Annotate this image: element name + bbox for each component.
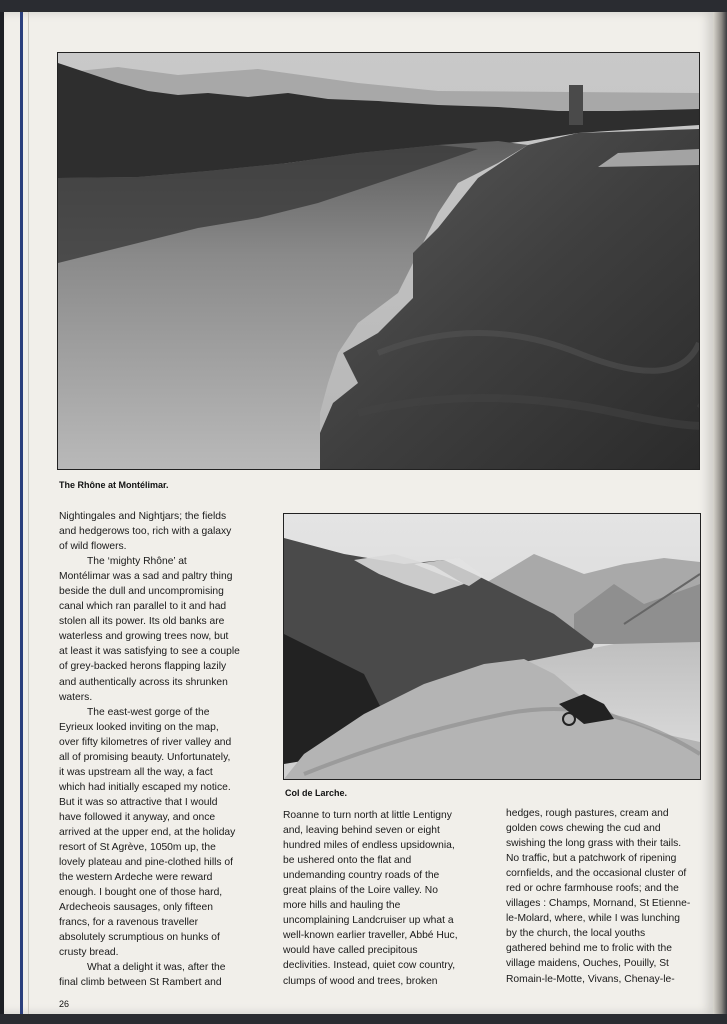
- scan-bottom-border: [0, 1014, 727, 1024]
- text-line: be ushered onto the flat and: [283, 855, 412, 867]
- text-line: clumps of wood and trees, broken: [283, 975, 438, 987]
- text-line: of grey-backed herons flapping lazily: [59, 661, 227, 673]
- text-line: Montélimar was a sad and paltry thing: [59, 571, 233, 583]
- photo-caption: The Rhône at Montélimar.: [59, 480, 169, 490]
- photo-caption: Col de Larche.: [285, 788, 348, 798]
- text-line: resort of St Agrève, 1050m up, the: [59, 842, 216, 854]
- page-edge: [713, 12, 727, 1014]
- text-line: and authentically across its shrunken: [59, 676, 228, 688]
- text-line: great plains of the Loire valley. No: [283, 885, 438, 897]
- text-line: Romain-le-Motte, Vivans, Chenay-le-: [506, 973, 675, 985]
- text-line: What a delight it was, after the: [87, 962, 226, 974]
- text-line: waterless and growing trees now, but: [59, 631, 229, 643]
- text-line: The east-west gorge of the: [87, 706, 210, 718]
- text-line: golden cows chewing the cud and: [506, 823, 661, 835]
- text-line: The ‘mighty Rhône’ at: [87, 556, 187, 568]
- text-line: the western Ardeche were reward: [59, 872, 213, 884]
- scan-top-border: [0, 0, 727, 12]
- photo-col-de-larche: [283, 513, 701, 780]
- page-number: 26: [59, 999, 70, 1009]
- text-line: which had initially escaped my notice.: [59, 781, 231, 793]
- text-line: swishing the long grass with their tails.: [506, 838, 682, 850]
- text-line: all of promising beauty. Unfortunately,: [59, 751, 231, 763]
- text-line: uncomplaining Landcruiser up what a: [283, 915, 454, 927]
- text-line: undemanding country roads of the: [283, 870, 440, 882]
- text-line: gathered behind me to frolic with the: [506, 943, 672, 955]
- text-line: hundred miles of endless upsidownia,: [283, 840, 455, 852]
- photo-rhone-montelimar: [57, 52, 700, 470]
- text-line: and, leaving behind seven or eight: [283, 825, 440, 837]
- text-line: Ardecheois sausages, only fifteen: [59, 902, 213, 914]
- text-line: declivities. Instead, quiet cow country,: [283, 960, 456, 972]
- text-line: by the church, the local youths: [506, 928, 646, 940]
- mountain-pass-photo: [284, 514, 700, 779]
- text-line: canal which ran parallel to it and had: [59, 601, 227, 613]
- gutter-line: [28, 12, 29, 1014]
- text-line: over fifty kilometres of river valley and: [59, 736, 232, 748]
- text-line: But it was so attractive that I would: [59, 796, 218, 808]
- text-line: enough. I bought one of those hard,: [59, 887, 223, 899]
- text-line: cornfields, and the occasional cluster of: [506, 868, 687, 880]
- text-line: lovely plateau and pine-clothed hills of: [59, 857, 234, 869]
- text-line: waters.: [59, 691, 93, 703]
- text-line: red or ochre farmhouse roofs; and the: [506, 883, 679, 895]
- text-line: absolutely scrumptious on hunks of: [59, 932, 220, 944]
- text-line: Eyrieux looked inviting on the map,: [59, 721, 219, 733]
- text-line: crusty bread.: [59, 947, 119, 959]
- text-line: Roanne to turn north at little Lentigny: [283, 810, 452, 821]
- text-line: No traffic, but a patchwork of ripening: [506, 853, 677, 865]
- text-line: arrived at the upper end, at the holiday: [59, 826, 236, 838]
- text-line: francs, for a ravenous traveller: [59, 917, 199, 929]
- text-line: village maidens, Ouches, Pouilly, St: [506, 958, 669, 970]
- text-line: well-known earlier traveller, Abbé Huc,: [283, 930, 458, 942]
- text-line: le-Molard, where, while I was lunching: [506, 913, 680, 925]
- binding-line: [20, 12, 23, 1014]
- text-line: villages : Champs, Mornand, St Etienne-: [506, 898, 691, 910]
- text-line: and hedgerows too, rich with a galaxy: [59, 526, 232, 538]
- text-line: would have called precipitous: [283, 945, 418, 957]
- text-line: final climb between St Rambert and: [59, 977, 222, 989]
- text-line: stolen all its power. Its old banks are: [59, 616, 225, 628]
- text-column-3: [506, 806, 706, 987]
- text-line: Nightingales and Nightjars; the fields: [59, 511, 227, 522]
- text-line: have followed it anyway, and once: [59, 811, 216, 823]
- text-line: it was upstream all the way, a fact: [59, 766, 213, 778]
- text-line: of wild flowers.: [59, 541, 127, 553]
- text-column-2: [283, 808, 483, 989]
- text-line: hedges, rough pastures, cream and: [506, 808, 669, 819]
- text-line: more hills and hauling the: [283, 900, 401, 912]
- text-line: beside the dull and uncompromising: [59, 586, 224, 598]
- text-line: at least it was satisfying to see a couple: [59, 646, 240, 658]
- river-landscape-photo: [58, 53, 699, 469]
- text-column-1: [59, 509, 259, 991]
